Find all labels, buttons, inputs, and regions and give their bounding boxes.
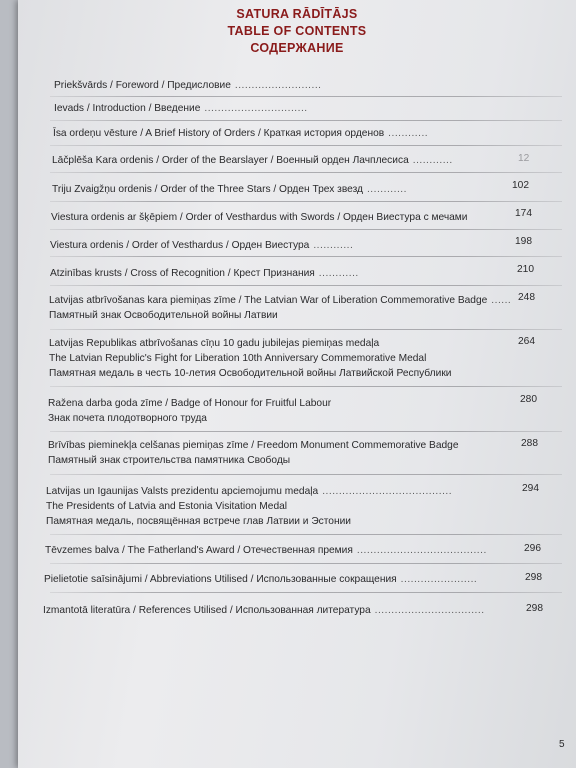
toc-entry-text: Latvijas Republikas atbrīvošanas cīņu 10 gadu jubilejas piemiņas medaļa bbox=[49, 338, 380, 349]
title-latvian: SATURA RĀDĪTĀJS bbox=[236, 7, 358, 21]
leader-dots: ....................................... bbox=[322, 486, 453, 497]
toc-entry-text: Pielietotie saīsinājumi / Abbreviations Utilised / Использованные сокращения bbox=[44, 574, 397, 585]
divider bbox=[50, 172, 562, 173]
toc-entry bbox=[45, 543, 487, 558]
toc-entry-text: Latvijas atbrīvošanas kara piemiņas zīme / The Latvian War of Liberation Commemorative Badge bbox=[49, 295, 488, 306]
toc-entry bbox=[50, 266, 359, 281]
toc-entry bbox=[44, 572, 477, 587]
toc-entry bbox=[50, 238, 353, 253]
toc-page-number: 12 bbox=[518, 153, 530, 164]
toc-entry bbox=[49, 293, 511, 323]
toc-page-number: 296 bbox=[524, 543, 541, 554]
toc-entry bbox=[51, 210, 472, 225]
toc-entry-text: Brīvības pieminekļa celšanas piemiņas zīme / Freedom Monument Commemorative Badge bbox=[48, 440, 459, 451]
toc-page-number: 248 bbox=[518, 292, 535, 303]
divider bbox=[50, 201, 562, 202]
toc-entry-text-en: The Latvian Republic's Fight for Liberation 10th Anniversary Commemorative Medal bbox=[49, 353, 427, 364]
toc-entry bbox=[53, 126, 428, 141]
toc-entry-text-ru: Знак почета плодотворного труда bbox=[48, 413, 207, 424]
book-page bbox=[18, 0, 576, 768]
toc-entry-text-ru: Памятная медаль, посвящённая встрече глав Латвии и Эстонии bbox=[46, 516, 351, 527]
divider bbox=[50, 534, 562, 535]
toc-entry-text-ru: Памятный знак Освободительной войны Латвии bbox=[49, 310, 278, 321]
toc-entry-text-ru: Памятная медаль в честь 10-летия Освободительной войны Латвийской Республики bbox=[49, 368, 452, 379]
toc-page-number: 298 bbox=[525, 572, 542, 583]
toc-page-number: 280 bbox=[520, 394, 537, 405]
divider bbox=[50, 229, 562, 230]
toc-entry bbox=[54, 101, 308, 116]
toc-entry-text: Tēvzemes balva / The Fatherland's Award / Отечественная премия bbox=[45, 545, 353, 556]
leader-dots: ....................................... bbox=[356, 545, 487, 556]
toc-page-number: 294 bbox=[522, 483, 539, 494]
leader-dots: ............ bbox=[412, 155, 453, 166]
toc-page-number: 298 bbox=[526, 603, 543, 614]
leader-dots: ............ bbox=[366, 184, 407, 195]
toc-entry-text: Lāčplēša Kara ordenis / Order of the Bearslayer / Военный орден Лачплесиса bbox=[52, 155, 409, 166]
divider bbox=[50, 474, 562, 475]
divider bbox=[50, 145, 562, 146]
toc-page-number: 174 bbox=[515, 208, 532, 219]
divider bbox=[50, 386, 562, 387]
divider bbox=[50, 256, 562, 257]
toc-entry-text-ru: Памятный знак строительства памятника Свободы bbox=[48, 455, 291, 466]
toc-entry-text: Ievads / Introduction / Введение bbox=[54, 103, 201, 114]
toc-page-number: 210 bbox=[517, 264, 534, 275]
toc-page-number: 102 bbox=[512, 180, 529, 191]
toc-entry-text-en: The Presidents of Latvia and Estonia Visitation Medal bbox=[46, 501, 288, 512]
toc-entry-text: Viestura ordenis ar šķēpiem / Order of Vesthardus with Swords / Орден Виестура с мечами bbox=[51, 212, 468, 223]
toc-entry-text: Ražena darba goda zīme / Badge of Honour for Fruitful Labour bbox=[48, 398, 332, 409]
page-number: 5 bbox=[559, 739, 565, 750]
toc-entry-text: Triju Zvaigžņu ordenis / Order of the Three Stars / Орден Трех звезд bbox=[52, 184, 363, 195]
toc-entry bbox=[52, 182, 407, 197]
toc-entry bbox=[52, 153, 453, 168]
divider bbox=[50, 329, 562, 330]
toc-entry-text: Izmantotā literatūra / References Utilised / Использованная литература bbox=[43, 605, 371, 616]
toc-entry-text: Latvijas un Igaunijas Valsts prezidentu apciemojumu medaļa bbox=[46, 486, 319, 497]
toc-entry bbox=[49, 336, 451, 381]
toc-entry bbox=[46, 484, 452, 529]
toc-entry-text: Atzinības krusts / Cross of Recognition / Крест Признания bbox=[50, 268, 315, 279]
leader-dots: ............ bbox=[318, 268, 359, 279]
divider bbox=[50, 563, 562, 564]
leader-dots: ....................... bbox=[400, 574, 478, 585]
toc-entry bbox=[48, 396, 335, 426]
leader-dots: .......................... bbox=[234, 80, 322, 91]
leader-dots: ................................. bbox=[374, 605, 485, 616]
leader-dots: ...... bbox=[491, 295, 512, 306]
title-russian: СОДЕРЖАНИЕ bbox=[250, 41, 344, 55]
divider bbox=[50, 431, 562, 432]
leader-dots: ............................... bbox=[204, 103, 308, 114]
divider bbox=[50, 120, 562, 121]
toc-entry bbox=[54, 78, 321, 93]
leader-dots: ............ bbox=[313, 240, 354, 251]
toc-entry bbox=[43, 603, 485, 618]
toc-entry-text: Viestura ordenis / Order of Vesthardus / Орден Виестура bbox=[50, 240, 310, 251]
toc-entry-text: Īsa ordeņu vēsture / A Brief History of Orders / Краткая история орденов bbox=[53, 128, 385, 139]
toc-page-number: 198 bbox=[515, 236, 532, 247]
divider bbox=[50, 96, 562, 97]
divider bbox=[50, 592, 562, 593]
toc-entry-text: Priekšvārds / Foreword / Предисловие bbox=[54, 80, 231, 91]
toc-page-number: 264 bbox=[518, 336, 535, 347]
leader-dots: ............ bbox=[388, 128, 429, 139]
toc-entry bbox=[48, 438, 463, 468]
toc-page-number: 288 bbox=[521, 438, 538, 449]
title-english: TABLE OF CONTENTS bbox=[227, 24, 367, 38]
divider bbox=[50, 285, 562, 286]
